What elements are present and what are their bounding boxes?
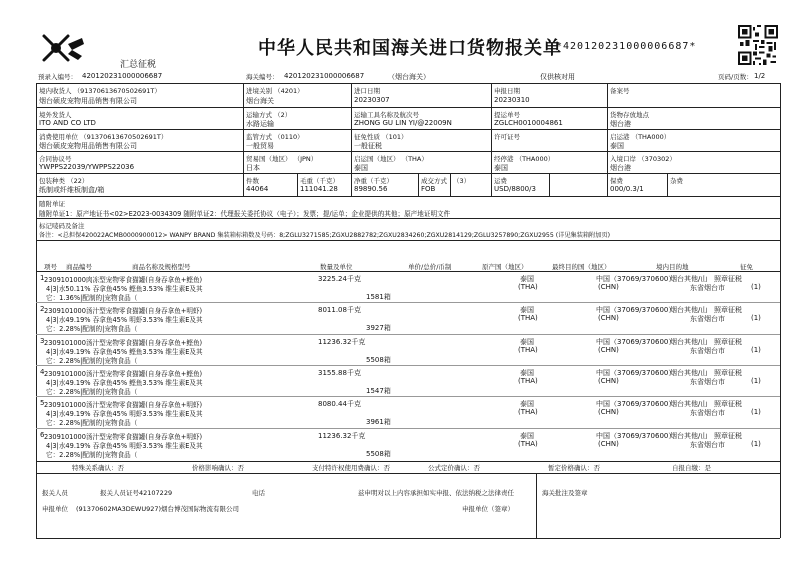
item-qty2: 3961箱 [366, 418, 391, 427]
consignee-value: 烟台硕皮宠物用品销售有限公司 [39, 97, 137, 105]
entry-point-label: 入境口岸 （370302） [610, 155, 676, 163]
item-origin: 泰国 [520, 337, 534, 346]
insurance-label: 保费 [610, 177, 623, 185]
declarant-label: 报关人员 [42, 489, 68, 497]
item-origin: 泰国 [520, 275, 534, 283]
contract-no-value: YWPPS22039/YWPPS22036 [39, 163, 135, 171]
shipper-label: 境外发货人 [39, 111, 72, 119]
item-source2: 东省烟台市 [690, 315, 725, 324]
trade-country-label: 贸易国（地区） （JPN） [246, 155, 318, 163]
entry-port-value: 烟台海关 [246, 97, 274, 105]
levy-nature-label: 征免性质 （101） [354, 133, 408, 141]
consumer-value: 烟台硕皮宠物用品销售有限公司 [39, 142, 137, 150]
row-divider [36, 396, 780, 397]
item-levy2: (1) [751, 439, 761, 448]
confirm-price: 价格影响确认：否 [192, 464, 244, 472]
item-dest-code: (CHN) [598, 314, 619, 323]
marks-label: 标记唛码及备注 [39, 222, 85, 230]
item-dest: 中国（37069/370600） [596, 431, 676, 440]
item-seq: 3 [40, 336, 45, 345]
item-name-line3: 它：2.28%|配制的|宠物食品（ [46, 325, 138, 334]
col-name: 商品名称及规格型号 [132, 263, 191, 271]
customs-office-note: （烟台海关） [388, 73, 430, 81]
goods-location-value: 烟台港 [610, 120, 631, 128]
declarant-cert: 报关人员证号42107229 [100, 489, 173, 497]
phone-label: 电话 [252, 489, 265, 497]
item-levy2: (1) [751, 314, 761, 323]
col-price: 单价/总价/币制 [408, 263, 452, 271]
item-source2: 东省烟台市 [690, 377, 725, 386]
marks-line: 备注：<总担保420022ACMB0000900012> WANPY BRAND 集装箱标箱数及号码：8;ZGLU3271585;ZGXU2882782;ZGXU2834260;ZGXU2814129;ZGLU3257890;ZGXU2955 (详见集装箱附加页) [39, 232, 611, 239]
item-name-line3: 它：2.28%|配制的|宠物食品（ [46, 419, 138, 428]
unit-label: 申报单位 [42, 505, 68, 513]
item-qty2: 1581箱 [366, 293, 391, 301]
item-source2: 东省烟台市 [690, 284, 725, 292]
confirm-provisional: 暂定价格确认：否 [548, 464, 600, 472]
item-name-line1: 2309101000汤汁型宠物零食猫罐(自身吞拿鱼+鲣鱼) [44, 369, 203, 378]
item-qty: 3155.88千克 [318, 368, 361, 377]
item-name-line2: 4|3|水49.19% 吞拿鱼45% 明虾3.53% 维生素E及其 [46, 316, 203, 325]
item-name-line2: 4|3|水50.11% 吞拿鱼45% 鲣鱼3.53% 维生素E及其 [46, 285, 203, 293]
docs-line: 随附单证1：原产地证书<02>E2023-0034309 随附单证2：代理报关委托协议（电子）；发票；提/运单；企业提供的其他；原产地证明文件 [39, 210, 451, 218]
item-name-line2: 4|3|水49.19% 吞拿鱼45% 鲣鱼3.53% 维生素E及其 [46, 347, 203, 356]
record-no-label: 备案号 [610, 87, 630, 95]
goods-location-label: 货物存放地点 [610, 111, 649, 119]
item-source1: 烟台其他/山 [670, 337, 708, 346]
consumer-label: 消费使用单位 （91370613670502691T） [39, 133, 168, 141]
item-levy2: (1) [751, 283, 761, 291]
item-origin-code: (THA) [518, 376, 538, 385]
import-date-value: 20230307 [354, 96, 390, 104]
bill-no-label: 提运单号 [494, 111, 520, 119]
item-levy1: 照章征税 [714, 306, 742, 315]
entry-port-label: 进境关别 （4201） [246, 87, 304, 95]
item-levy2: (1) [751, 408, 761, 417]
confirm-tax-price: 公式定价确认：否 [428, 464, 480, 472]
item-name-line2: 4|3|水49.19% 吞拿鱼45% 鲣鱼3.53% 维生素E及其 [46, 378, 203, 387]
item-levy1: 照章征税 [714, 431, 742, 440]
item-name-line2: 4|3|水49.19% 吞拿鱼45% 明虾3.53% 维生素E及其 [46, 410, 203, 419]
item-seq: 6 [40, 430, 45, 439]
supervision-label: 监管方式 （0110） [246, 133, 304, 141]
declare-date-value: 20230310 [494, 96, 530, 104]
departure-port-label: 启运港 （THA000） [610, 133, 671, 141]
item-source1: 烟台其他/山 [670, 368, 708, 377]
qr-code-icon [738, 25, 778, 65]
departure-port-value: 泰国 [610, 142, 624, 150]
item-qty: 8011.08千克 [318, 306, 361, 315]
item-seq: 5 [40, 399, 45, 408]
item-name-line2: 4|3|水49.19% 吞拿鱼45% 明虾3.53% 维生素E及其 [46, 441, 203, 450]
item-levy1: 照章征税 [714, 400, 742, 409]
item-qty2: 3927箱 [366, 324, 391, 333]
item-seq: 4 [40, 367, 45, 376]
item-dest: 中国（37069/370600） [596, 306, 676, 315]
gross-weight-value: 111041.28 [300, 185, 338, 193]
item-origin: 泰国 [520, 400, 534, 409]
row-divider [36, 365, 780, 366]
usage-note: 仅供核对用 [540, 73, 575, 81]
package-type-label: 包装种类 （22） [39, 177, 89, 185]
item-dest: 中国（37069/370600） [596, 275, 676, 283]
item-source1: 烟台其他/山 [670, 431, 708, 440]
col-source: 境内目的地 [656, 263, 689, 271]
item-origin-code: (THA) [518, 439, 538, 448]
customs-no-label: 海关编号： [246, 73, 279, 81]
row-divider [36, 428, 780, 429]
item-origin: 泰国 [520, 368, 534, 377]
row-divider [36, 334, 780, 335]
item-origin: 泰国 [520, 431, 534, 440]
item-qty: 11236.32千克 [318, 431, 366, 440]
customs-logo [38, 30, 88, 66]
item-qty: 3225.24千克 [318, 275, 361, 283]
item-name-line1: 2309101000汤汁型宠物零食猫罐(自身吞拿鱼+明虾) [44, 401, 203, 410]
item-qty2: 5508箱 [366, 449, 391, 458]
item-name-line1: 2309101000汤汁型宠物零食猫罐(自身吞拿鱼+鲣鱼) [44, 338, 203, 347]
item-dest: 中国（37069/370600） [596, 337, 676, 346]
barcode-number: *420120231000006687* [556, 41, 697, 52]
supervision-value: 一般贸易 [246, 142, 274, 150]
deal-mode-code: （3） [453, 177, 471, 185]
pieces-label: 件数 [246, 177, 259, 185]
confirm-royalty: 支付特许权使用费确认：否 [312, 464, 390, 472]
net-weight-label: 净重（千克） [354, 177, 393, 185]
net-weight-value: 89890.56 [354, 185, 388, 193]
import-date-label: 进口日期 [354, 87, 380, 95]
item-origin-code: (THA) [518, 345, 538, 354]
item-source1: 烟台其他/山 [670, 306, 708, 315]
item-origin-code: (THA) [518, 283, 538, 291]
origin-country-label: 启运国（地区） （THA） [354, 155, 428, 163]
customs-no: 420120231000006687 [284, 72, 365, 80]
item-name-line1: 2309101000汤汁型宠物零食猫罐(自身吞拿鱼+明虾) [44, 432, 203, 441]
item-qty2: 5508箱 [366, 355, 391, 364]
item-levy2: (1) [751, 376, 761, 385]
col-levy: 征免 [740, 263, 753, 271]
item-dest-code: (CHN) [598, 408, 619, 417]
item-levy1: 照章征税 [714, 337, 742, 346]
bill-no-value: ZGLCH0010004861 [494, 119, 563, 127]
item-levy1: 照章征税 [714, 275, 742, 283]
misc-fee-label: 杂费 [670, 177, 683, 185]
customs-note: 海关批注及签章 [542, 489, 588, 497]
item-qty: 11236.32千克 [318, 337, 366, 346]
item-name-line3: 它：2.28%|配制的|宠物食品（ [46, 387, 138, 396]
pre-entry-label: 预录入编号： [38, 73, 77, 81]
col-dest: 最终目的国（地区） [552, 263, 611, 271]
item-levy2: (1) [751, 345, 761, 354]
statement: 兹申明对以上内容承担如实申报、依法纳税之法律责任 [358, 489, 514, 497]
item-name-line3: 它：1.36%|配制的|宠物食品（ [46, 294, 138, 302]
levy-nature-value: 一般征税 [354, 142, 382, 150]
freight-value: USD/8800/3 [494, 185, 536, 193]
entry-point-value: 烟台港 [610, 164, 631, 172]
shipper-value: ITO AND CO LTD [39, 119, 96, 127]
form-title: 中华人民共和国海关进口货物报关单 [258, 38, 562, 59]
transport-name-label: 运输工具名称及航次号 [354, 111, 419, 119]
transport-mode-value: 水路运输 [246, 120, 274, 128]
confirm-special: 特殊关系确认：否 [72, 464, 124, 472]
item-dest-code: (CHN) [598, 439, 619, 448]
confirm-self-report: 自报自缴：是 [672, 464, 711, 472]
item-name-line1: 2309101000肉冻型宠物零食猫罐(自身吞拿鱼+鲣鱼) [44, 276, 203, 284]
consignee-label: 境内收货人 （91370613670502691T） [39, 87, 161, 95]
gross-weight-label: 毛重（千克） [300, 177, 339, 185]
transport-mode-label: 运输方式 （2） [246, 111, 292, 119]
package-type-value: 纸制或纤维板制盒/箱 [39, 186, 105, 194]
item-origin-code: (THA) [518, 408, 538, 417]
unit-value: (91370602MA3DEWU927)烟台博茂国际物流有限公司 [76, 505, 240, 513]
item-source1: 烟台其他/山 [670, 275, 708, 283]
item-name-line3: 它：2.28%|配制的|宠物食品（ [46, 450, 138, 459]
seal-label: 申报单位（签章） [462, 505, 514, 513]
item-dest: 中国（37069/370600） [596, 400, 676, 409]
deal-mode-value: FOB [421, 185, 436, 193]
page-label: 页码/页数： [718, 73, 753, 81]
col-seq: 项号 [44, 263, 57, 271]
origin-country-value: 泰国 [354, 164, 368, 172]
item-qty2: 1547箱 [366, 386, 391, 395]
transport-name-value: ZHONG GU LIN YI/@22009N [354, 119, 452, 127]
trade-country-value: 日本 [246, 164, 260, 172]
item-dest: 中国（37069/370600） [596, 368, 676, 377]
col-origin: 原产国（地区） [482, 263, 528, 271]
page-value: 1/2 [754, 72, 766, 80]
item-dest-code: (CHN) [598, 376, 619, 385]
declare-date-label: 申报日期 [494, 87, 520, 95]
item-origin: 泰国 [520, 306, 534, 315]
freight-label: 运费 [494, 177, 507, 185]
item-source2: 东省烟台市 [690, 346, 725, 355]
col-qty: 数量及单位 [320, 263, 353, 271]
item-source2: 东省烟台市 [690, 440, 725, 449]
item-qty: 8080.44千克 [318, 400, 361, 409]
insurance-value: 000/0.3/1 [610, 185, 644, 193]
col-code: 商品编号 [66, 263, 92, 271]
deal-mode-label: 成交方式 [421, 177, 447, 185]
item-seq: 2 [40, 305, 45, 314]
transit-port-value: 泰国 [494, 164, 508, 172]
row-divider [36, 302, 780, 303]
contract-no-label: 合同协议号 [39, 155, 72, 163]
docs-label: 随附单证 [39, 200, 65, 208]
item-origin-code: (THA) [518, 314, 538, 323]
item-seq: 1 [40, 274, 45, 282]
transit-port-label: 经停港 （THA000） [494, 155, 555, 163]
pieces-value: 44064 [246, 185, 269, 193]
item-name-line3: 它：2.28%|配制的|宠物食品（ [46, 356, 138, 365]
item-dest-code: (CHN) [598, 345, 619, 354]
pre-entry-no: 420120231000006687 [82, 72, 163, 80]
item-source2: 东省烟台市 [690, 409, 725, 418]
item-name-line1: 2309101000汤汁型宠物零食猫罐(自身吞拿鱼+明虾) [44, 307, 203, 316]
item-source1: 烟台其他/山 [670, 400, 708, 409]
item-levy1: 照章征税 [714, 368, 742, 377]
license-no-label: 许可证号 [494, 133, 520, 141]
tax-mode: 汇总征税 [120, 60, 157, 70]
item-dest-code: (CHN) [598, 283, 619, 291]
